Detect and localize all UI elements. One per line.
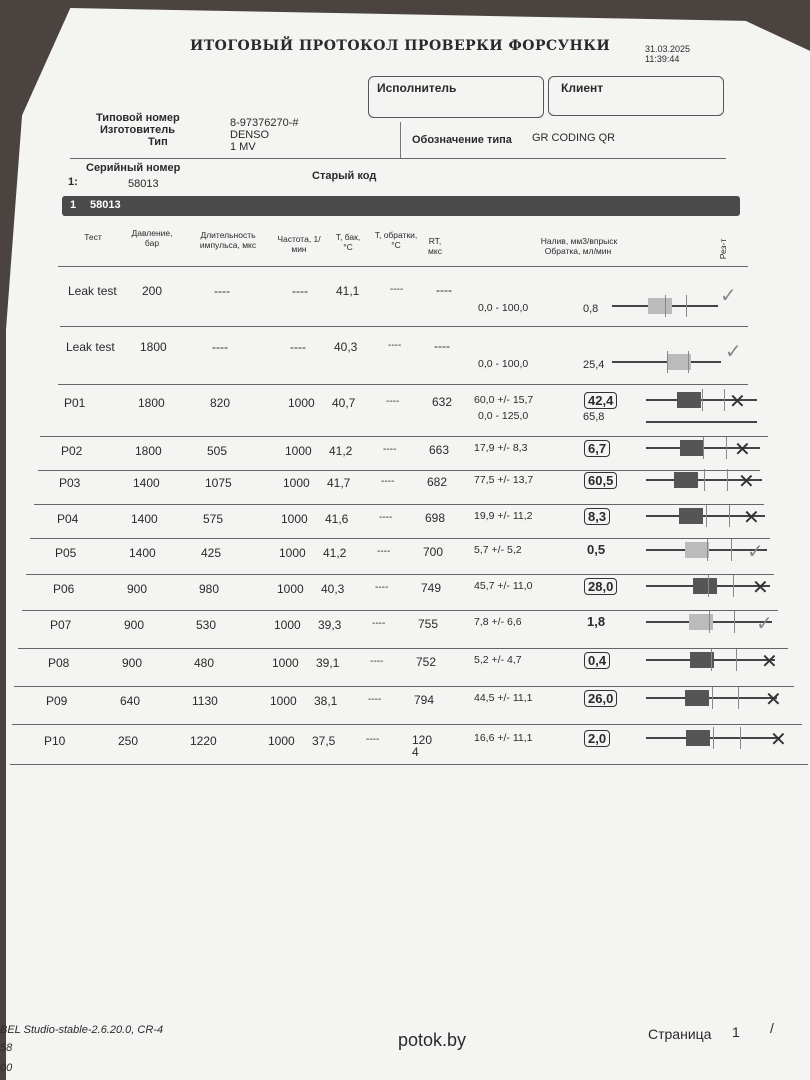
report-date: 31.03.2025 <box>645 44 691 54</box>
row-fill-measured: 1,8 <box>587 614 606 629</box>
software-version: BEL Studio-stable-2.6.20.0, CR-4 <box>0 1024 164 1036</box>
row-frequency: 1000 <box>279 546 306 560</box>
row-test: P08 <box>48 656 70 670</box>
gauge-tick <box>703 437 704 459</box>
gauge-marker <box>679 508 703 524</box>
gauge-tick <box>667 351 668 373</box>
report-time: 11:39:44 <box>645 54 680 64</box>
row-gauge <box>612 298 718 314</box>
row-pressure: 1400 <box>133 476 160 490</box>
row-fill-measured: 0,5 <box>587 542 606 557</box>
fail-cross-icon: ✕ <box>752 577 769 599</box>
col-duration: Длительность импульса, мкс <box>199 230 257 250</box>
page-number: 1 <box>732 1024 740 1040</box>
col-t-return: T, обратки, °C <box>374 230 418 250</box>
gauge-tick <box>731 539 732 561</box>
row-gauge <box>646 690 777 706</box>
gauge-tick <box>707 539 708 561</box>
row-test: P03 <box>59 476 81 490</box>
row-duration: 480 <box>194 656 215 670</box>
row-t-return: ---- <box>375 582 389 593</box>
row-fill-measured: 26,0 <box>584 690 617 707</box>
row-t-tank: 40,7 <box>332 396 356 410</box>
row-test: P09 <box>46 694 68 708</box>
row-pressure: 900 <box>124 618 145 632</box>
row-rt: 632 <box>432 395 453 409</box>
fail-cross-icon: ✕ <box>765 689 782 711</box>
gauge-tick <box>711 649 712 671</box>
row-fill-measured: 2,0 <box>584 730 610 747</box>
page-label: Страница <box>648 1026 712 1042</box>
row-t-tank: 41,6 <box>325 512 349 526</box>
row-t-return: ---- <box>366 734 380 745</box>
row-t-return: ---- <box>368 694 382 705</box>
row-separator <box>60 326 748 327</box>
row-fill-measured: 6,7 <box>584 440 610 457</box>
old-code-label: Старый код <box>312 170 377 182</box>
row-duration: 1075 <box>205 476 232 490</box>
gauge-tick <box>738 687 739 709</box>
page-slash: / <box>770 1020 774 1036</box>
row-fill-range: 17,9 +/- 8,3 <box>474 442 528 454</box>
injector-band <box>62 196 740 216</box>
row-pressure: 1400 <box>131 512 158 526</box>
gauge-tick <box>712 687 713 709</box>
info-separator <box>70 158 726 159</box>
col-rt: RT, мкс <box>428 236 442 256</box>
row-rt: 663 <box>429 443 450 457</box>
gauge-tick <box>665 295 666 317</box>
row-t-tank: 39,3 <box>318 618 342 632</box>
gauge-tick <box>734 611 735 633</box>
row-fill-range: 77,5 +/- 13,7 <box>474 474 534 486</box>
pass-check-icon: ✓ <box>720 285 737 307</box>
row-return-range: 0,0 - 100,0 <box>478 358 529 370</box>
pass-check-icon: ✓ <box>756 613 773 635</box>
type-designation-label: Обозначение типа <box>412 134 512 146</box>
fail-cross-icon: ✕ <box>734 439 751 461</box>
row-duration: 820 <box>210 396 231 410</box>
gauge-tick <box>709 611 710 633</box>
row-gauge <box>646 614 772 630</box>
row-rt: 698 <box>425 511 446 525</box>
row-pressure: 900 <box>127 582 148 596</box>
row-separator <box>12 724 802 725</box>
row-separator <box>58 384 748 385</box>
row-separator <box>18 648 788 649</box>
row-frequency: 1000 <box>285 444 312 458</box>
gauge-tick <box>727 469 728 491</box>
row-fill-range: 5,2 +/- 4,7 <box>474 654 522 666</box>
pass-check-icon: ✓ <box>725 341 742 363</box>
row-fill-measured: 8,3 <box>584 508 610 525</box>
col-frequency: Частота, 1/мин <box>277 234 321 254</box>
row-return-range: 0,0 - 125,0 <box>478 410 529 422</box>
pass-check-icon: ✓ <box>747 541 764 563</box>
gauge-marker <box>674 472 698 488</box>
type-value: 1 MV <box>230 141 256 153</box>
document-title: ИТОГОВЫЙ ПРОТОКОЛ ПРОВЕРКИ ФОРСУНКИ <box>190 38 611 54</box>
row-fill-range: 44,5 +/- 11,1 <box>474 692 533 704</box>
row-frequency: 1000 <box>281 512 308 526</box>
footer-extra-2: 00 <box>0 1062 13 1074</box>
report-datetime <box>645 44 690 64</box>
row-separator <box>22 610 778 611</box>
row-t-tank: 37,5 <box>312 734 336 748</box>
gauge-tick <box>726 437 727 459</box>
gauge-tick <box>733 575 734 597</box>
type-number-label: Типовой номер <box>96 112 180 124</box>
col-t-tank: T, бак, °C <box>335 232 361 252</box>
row-t-return: ---- <box>372 618 386 629</box>
row-pressure: 900 <box>122 656 143 670</box>
row-fill-measured: 60,5 <box>584 472 617 489</box>
executor-label: Исполнитель <box>377 81 457 95</box>
gauge-tick <box>740 727 741 749</box>
row-separator <box>10 764 808 765</box>
row-duration: 575 <box>203 512 224 526</box>
row-return-measured: 0,8 <box>583 303 599 315</box>
gauge-tick <box>724 389 725 411</box>
row-test: P04 <box>57 512 79 526</box>
serial-value: 58013 <box>128 178 159 190</box>
row-t-tank: 41,2 <box>329 444 353 458</box>
gauge-marker <box>693 578 717 594</box>
row-separator <box>40 436 768 437</box>
fail-cross-icon: ✕ <box>761 651 778 673</box>
gauge-tick <box>704 469 705 491</box>
executor-box <box>368 76 544 118</box>
band-serial: 58013 <box>90 199 121 211</box>
row-duration: 1220 <box>190 734 217 748</box>
gauge-tick <box>708 575 709 597</box>
row-separator <box>34 504 764 505</box>
row-t-tank: 41,7 <box>327 476 351 490</box>
row-gauge-return <box>646 414 757 430</box>
row-t-tank: 41,1 <box>336 284 360 298</box>
row-t-return: ---- <box>386 396 400 407</box>
row-frequency: 1000 <box>288 396 315 410</box>
row-fill-range: 7,8 +/- 6,6 <box>474 616 522 628</box>
type-label: Тип <box>148 136 168 148</box>
type-number-value: 8-97376270-# <box>230 117 299 129</box>
row-t-return: ---- <box>377 546 391 557</box>
row-duration: ---- <box>212 340 228 354</box>
row-test: P05 <box>55 546 77 560</box>
row-fill-range: 45,7 +/- 11,0 <box>474 580 533 592</box>
gauge-tick <box>706 505 707 527</box>
row-t-return: ---- <box>370 656 384 667</box>
col-return: Обратка, мл/мин <box>544 246 612 256</box>
row-pressure: 1800 <box>140 340 167 354</box>
fail-cross-icon: ✕ <box>738 471 755 493</box>
col-pressure: Давление, бар <box>131 228 173 248</box>
gauge-marker <box>677 392 701 408</box>
row-duration: 1130 <box>192 694 218 708</box>
row-test: P01 <box>64 396 86 410</box>
row-fill-measured: 28,0 <box>584 578 617 595</box>
row-separator <box>30 538 770 539</box>
row-fill-measured: 42,4 <box>584 392 617 409</box>
row-pressure: 640 <box>120 694 141 708</box>
row-frequency: 1000 <box>272 656 299 670</box>
row-duration: 530 <box>196 618 217 632</box>
row-test: P06 <box>53 582 75 596</box>
row-return-range: 0,0 - 100,0 <box>478 302 529 314</box>
row-fill-range: 60,0 +/- 15,7 <box>474 394 534 406</box>
gauge-marker <box>685 542 709 558</box>
gauge-track <box>646 421 757 423</box>
row-frequency: 1000 <box>274 618 301 632</box>
row-frequency: 1000 <box>268 734 295 748</box>
row-separator <box>26 574 774 575</box>
manufacturer-value: DENSO <box>230 129 270 141</box>
row-rt: ---- <box>434 339 450 353</box>
row-return-measured: 25,4 <box>583 359 605 371</box>
serial-label: Серийный номер <box>86 162 181 174</box>
row-rt: 682 <box>427 475 448 489</box>
row-gauge <box>646 652 775 668</box>
type-designation-value: GR CODING QR <box>532 132 616 144</box>
row-duration: 980 <box>199 582 220 596</box>
row-test: P10 <box>44 734 66 748</box>
client-label: Клиент <box>561 81 604 95</box>
manufacturer-label: Изготовитель <box>100 124 175 136</box>
row-rt: ---- <box>436 283 452 297</box>
info-divider <box>400 122 401 158</box>
row-pressure: 1400 <box>129 546 156 560</box>
row-rt: 752 <box>416 655 437 669</box>
client-box <box>548 76 724 116</box>
gauge-tick <box>729 505 730 527</box>
col-fill: Налив, мм3/впрыск <box>540 236 618 246</box>
row-test: Leak test <box>66 340 115 354</box>
row-return-measured: 65,8 <box>583 411 605 423</box>
fail-cross-icon: ✕ <box>770 729 787 751</box>
row-frequency: 1000 <box>277 582 304 596</box>
band-index: 1 <box>70 199 77 211</box>
row-t-return: ---- <box>381 476 395 487</box>
row-test: P02 <box>61 444 83 458</box>
gauge-marker <box>680 440 704 456</box>
col-test: Тест <box>84 232 102 242</box>
row-t-tank: 40,3 <box>334 340 358 354</box>
row-frequency: ---- <box>290 340 306 354</box>
row-frequency: 1000 <box>270 694 297 708</box>
row-duration: 505 <box>207 444 228 458</box>
row-separator <box>38 470 760 471</box>
row-pressure: 200 <box>142 284 163 298</box>
row-t-tank: 41,2 <box>323 546 347 560</box>
row-test: Leak test <box>68 284 117 298</box>
row-fill-measured: 0,4 <box>584 652 610 669</box>
row-fill-range: 5,7 +/- 5,2 <box>474 544 522 556</box>
row-fill-range: 16,6 +/- 11,1 <box>474 732 533 744</box>
row-rt: 700 <box>423 545 444 559</box>
row-t-tank: 39,1 <box>316 656 340 670</box>
serial-index: 1: <box>68 176 78 188</box>
row-rt: 120 4 <box>412 733 433 759</box>
row-t-return: ---- <box>379 512 393 523</box>
row-t-return: ---- <box>383 444 397 455</box>
gauge-marker <box>648 298 672 314</box>
row-duration: 425 <box>201 546 222 560</box>
gauge-marker <box>686 730 710 746</box>
gauge-tick <box>713 727 714 749</box>
footer-extra-1: 58 <box>0 1042 13 1054</box>
row-rt: 794 <box>414 693 435 707</box>
gauge-tick <box>736 649 737 671</box>
header-line <box>58 266 748 267</box>
row-pressure: 250 <box>118 734 139 748</box>
row-separator <box>14 686 794 687</box>
row-gauge <box>612 354 721 370</box>
fail-cross-icon: ✕ <box>743 507 760 529</box>
row-t-tank: 38,1 <box>314 694 338 708</box>
row-t-tank: 40,3 <box>321 582 345 596</box>
col-result: Рез-т <box>718 238 728 260</box>
row-t-return: ---- <box>388 340 402 351</box>
row-frequency: 1000 <box>283 476 310 490</box>
gauge-tick <box>688 351 689 373</box>
gauge-marker <box>685 690 709 706</box>
row-gauge <box>646 730 780 746</box>
row-rt: 749 <box>421 581 442 595</box>
row-duration: ---- <box>214 284 230 298</box>
website: potok.by <box>398 1030 467 1050</box>
row-test: P07 <box>50 618 72 632</box>
row-fill-range: 19,9 +/- 11,2 <box>474 510 533 522</box>
gauge-tick <box>686 295 687 317</box>
row-pressure: 1800 <box>138 396 165 410</box>
row-rt: 755 <box>418 617 439 631</box>
row-frequency: ---- <box>292 284 308 298</box>
gauge-tick <box>702 389 703 411</box>
fail-cross-icon: ✕ <box>729 391 746 413</box>
row-pressure: 1800 <box>135 444 162 458</box>
row-t-return: ---- <box>390 284 404 295</box>
